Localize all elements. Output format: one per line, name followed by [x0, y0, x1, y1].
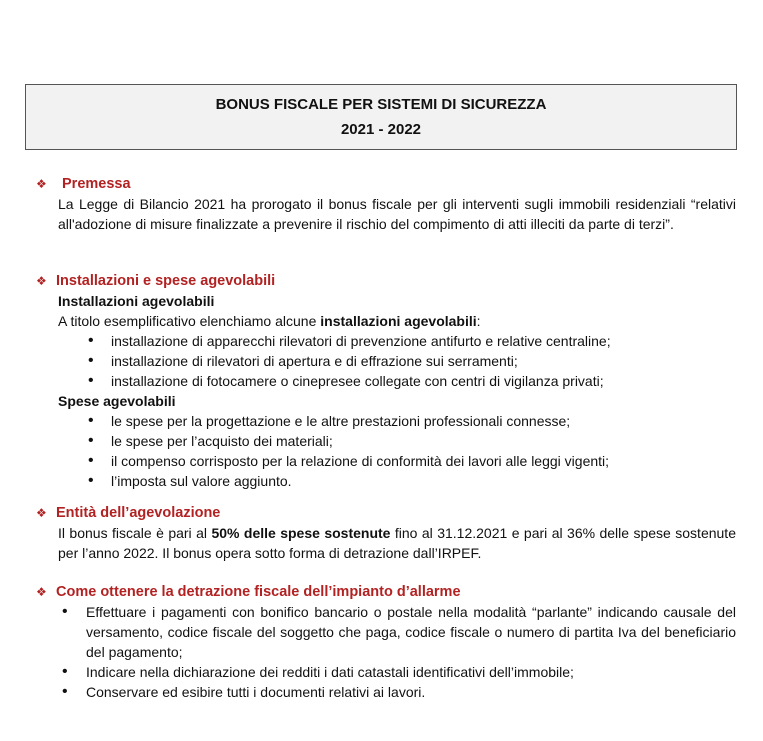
premessa-text: La Legge di Bilancio 2021 ha prorogato il bonus fiscale per gli interventi sugli immobili residenziali “relativi all'adozione di misure finalizzate a prevenire il rischio del compimento di atti illeciti da parte di terzi”.: [58, 196, 736, 232]
section-heading: Installazioni e spese agevolabili: [56, 273, 276, 289]
document-title-box: [25, 84, 737, 150]
list-item: • l’imposta sul valore aggiunto.: [36, 471, 736, 491]
list-item: • installazione di rilevatori di apertura e di effrazione sui serramenti;: [36, 351, 736, 371]
diamond-bullet-icon: ❖: [36, 274, 47, 288]
entita-text: Il bonus fiscale è pari al 50% delle spese sostenute fino al 31.12.2021 e pari al 36% delle spese sostenute per l’anno 2022. Il bonus opera sotto forma di detrazione dall’IRPEF.: [58, 525, 736, 561]
installazioni-intro: A titolo esemplificativo elenchiamo alcune installazioni agevolabili:: [58, 313, 481, 329]
list-item: • le spese per la progettazione e le altre prestazioni professionali connesse;: [36, 411, 736, 431]
list-item: • il compenso corrisposto per la relazione di conformità dei lavori alle leggi vigenti;: [36, 451, 736, 471]
list-item: • installazione di fotocamere o cinepresee collegate con centri di vigilanza privati;: [36, 371, 736, 391]
subheading-installazioni: Installazioni agevolabili: [58, 293, 215, 309]
section-come-ottenere: [36, 582, 736, 702]
section-entita: [36, 503, 736, 563]
diamond-bullet-icon: ❖: [36, 506, 47, 520]
installazioni-list: [36, 331, 736, 391]
subheading-spese: Spese agevolabili: [58, 393, 176, 409]
section-heading: Premessa: [62, 176, 131, 192]
section-heading: Entità dell’agevolazione: [56, 505, 221, 521]
spese-list: [36, 411, 736, 491]
section-installazioni: [36, 271, 736, 491]
list-item: • Effettuare i pagamenti con bonifico bancario o postale nella modalità “parlante” indicando causale del versamento, codice fiscale del soggetto che paga, codice fiscale o numero di partita Iva del beneficiario del pagamento;: [36, 602, 736, 662]
list-item: • installazione di apparecchi rilevatori di prevenzione antifurto e relative centraline;: [36, 331, 736, 351]
document-title: BONUS FISCALE PER SISTEMI DI SICUREZZA: [215, 96, 547, 113]
diamond-bullet-icon: ❖: [36, 585, 47, 599]
document-years: 2021 - 2022: [340, 121, 422, 138]
diamond-bullet-icon: ❖: [36, 177, 47, 191]
section-premessa: [36, 174, 736, 234]
list-item: • Indicare nella dichiarazione dei redditi i dati catastali identificativi dell’immobile;: [36, 662, 736, 682]
list-item: • Conservare ed esibire tutti i documenti relativi ai lavori.: [36, 682, 736, 702]
list-item: • le spese per l’acquisto dei materiali;: [36, 431, 736, 451]
come-list: [36, 602, 736, 702]
section-heading: Come ottenere la detrazione fiscale dell’impianto d’allarme: [56, 584, 461, 600]
